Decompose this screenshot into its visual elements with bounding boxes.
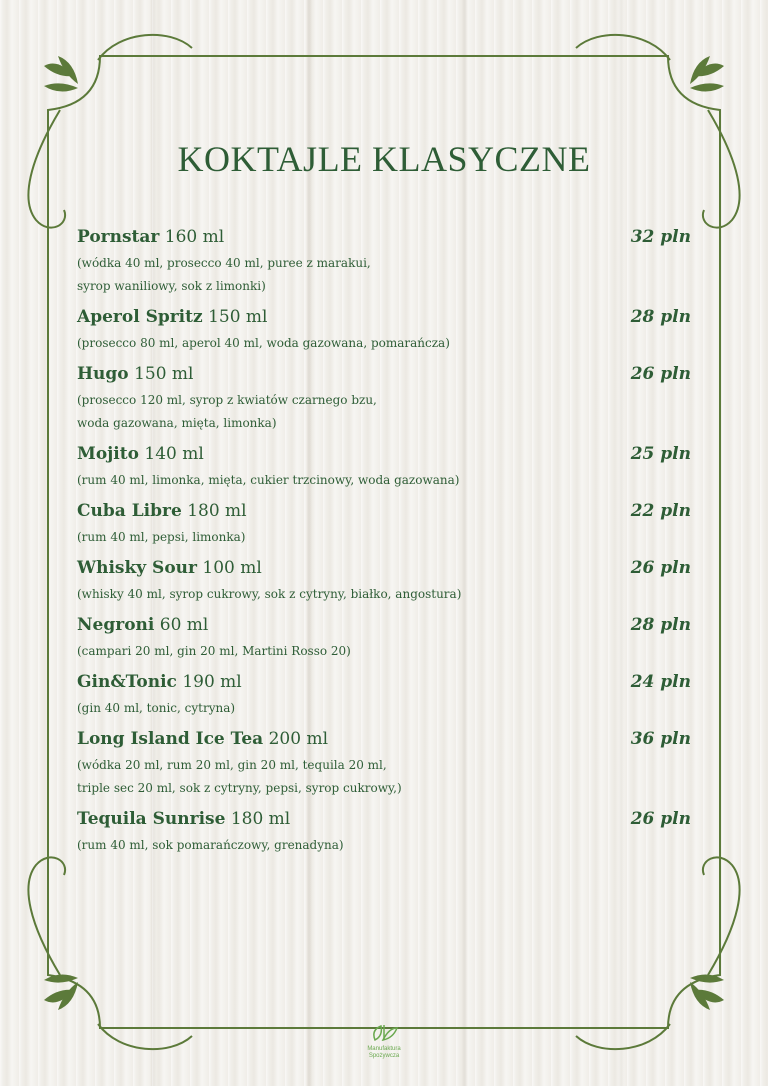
- ingredients-line: (rum 40 ml, sok pomarańczowy, grenadyna): [77, 838, 344, 852]
- drink-volume: 150 ml: [208, 307, 268, 327]
- drink-ingredients: [77, 640, 691, 667]
- menu-item: [77, 553, 691, 610]
- drink-ingredients: [77, 697, 691, 724]
- menu-item: [77, 610, 691, 667]
- drink-title: [77, 439, 204, 469]
- menu-item-header: [77, 302, 691, 332]
- leaf-fork-icon: [369, 1022, 399, 1042]
- drink-ingredients: [77, 389, 691, 439]
- drink-name: Whisky Sour: [77, 558, 197, 578]
- page-title: KOKTAJLE KLASYCZNE: [177, 139, 591, 179]
- drink-name: Tequila Sunrise: [77, 809, 226, 829]
- drink-ingredients: [77, 332, 691, 359]
- drink-price: 28 pln: [630, 615, 691, 635]
- drink-price: 32 pln: [630, 227, 691, 247]
- ingredients-line: (rum 40 ml, limonka, mięta, cukier trzcinowy, woda gazowana): [77, 473, 460, 487]
- ingredients-line: (wódka 20 ml, rum 20 ml, gin 20 ml, tequila 20 ml,: [77, 758, 387, 772]
- drink-volume: 150 ml: [134, 364, 194, 384]
- drink-ingredients: [77, 252, 691, 302]
- ingredients-line: (campari 20 ml, gin 20 ml, Martini Rosso 20): [77, 644, 351, 658]
- menu-item: [77, 359, 691, 439]
- drink-name: Long Island Ice Tea: [77, 729, 264, 749]
- menu-item: [77, 302, 691, 359]
- drink-price: 25 pln: [630, 444, 691, 464]
- logo-text-line-1: Manufaktura: [367, 1046, 401, 1052]
- drink-name: Negroni: [77, 615, 155, 635]
- logo-text-line-2: Spożywcza: [368, 1053, 400, 1059]
- drink-name: Aperol Spritz: [77, 307, 203, 327]
- ingredients-line: (wódka 40 ml, prosecco 40 ml, puree z marakui,: [77, 256, 371, 270]
- drink-volume: 60 ml: [159, 615, 209, 635]
- brand-logo: [354, 1022, 414, 1060]
- drink-title: [77, 667, 242, 697]
- menu-item-header: [77, 804, 691, 834]
- drink-price: 24 pln: [630, 672, 691, 692]
- ingredients-line: (prosecco 120 ml, syrop z kwiatów czarnego bzu,: [77, 393, 377, 407]
- drink-price: 28 pln: [630, 307, 691, 327]
- drink-ingredients: [77, 754, 691, 804]
- drink-title: [77, 496, 247, 526]
- drink-title: [77, 359, 193, 389]
- leaf-ornament-icon: [690, 56, 724, 92]
- menu-item-header: [77, 359, 691, 389]
- drink-ingredients: [77, 834, 691, 861]
- drink-volume: 190 ml: [182, 672, 242, 692]
- menu-item: [77, 496, 691, 553]
- drink-title: [77, 222, 224, 252]
- drink-price: 26 pln: [630, 809, 691, 829]
- drink-volume: 180 ml: [230, 809, 291, 829]
- drink-volume: 100 ml: [202, 558, 262, 578]
- menu-item-header: [77, 553, 691, 583]
- drink-title: [77, 804, 290, 834]
- drink-price: 26 pln: [630, 558, 691, 578]
- cocktail-menu: [77, 222, 691, 861]
- drink-ingredients: [77, 469, 691, 496]
- ingredients-line: (prosecco 80 ml, aperol 40 ml, woda gazowana, pomarańcza): [77, 336, 450, 350]
- drink-title: [77, 553, 262, 583]
- drink-price: 22 pln: [630, 501, 691, 521]
- menu-item: [77, 804, 691, 861]
- menu-item: [77, 222, 691, 302]
- drink-title: [77, 724, 328, 754]
- ingredients-line: (gin 40 ml, tonic, cytryna): [77, 701, 236, 715]
- menu-item-header: [77, 724, 691, 754]
- ingredients-line: woda gazowana, mięta, limonka): [77, 416, 277, 430]
- leaf-ornament-icon: [44, 974, 78, 1010]
- drink-name: Mojito: [77, 444, 139, 464]
- menu-item-header: [77, 222, 691, 252]
- drink-price: 36 pln: [630, 729, 691, 749]
- drink-name: Hugo: [77, 364, 129, 384]
- drink-volume: 160 ml: [164, 227, 225, 247]
- menu-item: [77, 724, 691, 804]
- menu-item-header: [77, 439, 691, 469]
- drink-title: [77, 302, 267, 332]
- ingredients-line: (whisky 40 ml, syrop cukrowy, sok z cytryny, białko, angostura): [77, 587, 462, 601]
- ingredients-line: triple sec 20 ml, sok z cytryny, pepsi, syrop cukrowy,): [77, 781, 402, 795]
- drink-name: Gin&Tonic: [77, 672, 177, 692]
- menu-item: [77, 439, 691, 496]
- drink-volume: 200 ml: [268, 729, 329, 749]
- drink-volume: 140 ml: [144, 444, 204, 464]
- drink-name: Cuba Libre: [77, 501, 182, 521]
- drink-ingredients: [77, 583, 691, 610]
- drink-price: 26 pln: [630, 364, 691, 384]
- ingredients-line: (rum 40 ml, pepsi, limonka): [77, 530, 246, 544]
- drink-title: [77, 610, 208, 640]
- menu-item: [77, 667, 691, 724]
- drink-ingredients: [77, 526, 691, 553]
- menu-item-header: [77, 496, 691, 526]
- ingredients-line: syrop waniliowy, sok z limonki): [77, 279, 266, 293]
- menu-item-header: [77, 667, 691, 697]
- drink-volume: 180 ml: [187, 501, 247, 521]
- leaf-ornament-icon: [44, 56, 78, 92]
- menu-item-header: [77, 610, 691, 640]
- leaf-ornament-icon: [690, 974, 724, 1010]
- drink-name: Pornstar: [77, 227, 160, 247]
